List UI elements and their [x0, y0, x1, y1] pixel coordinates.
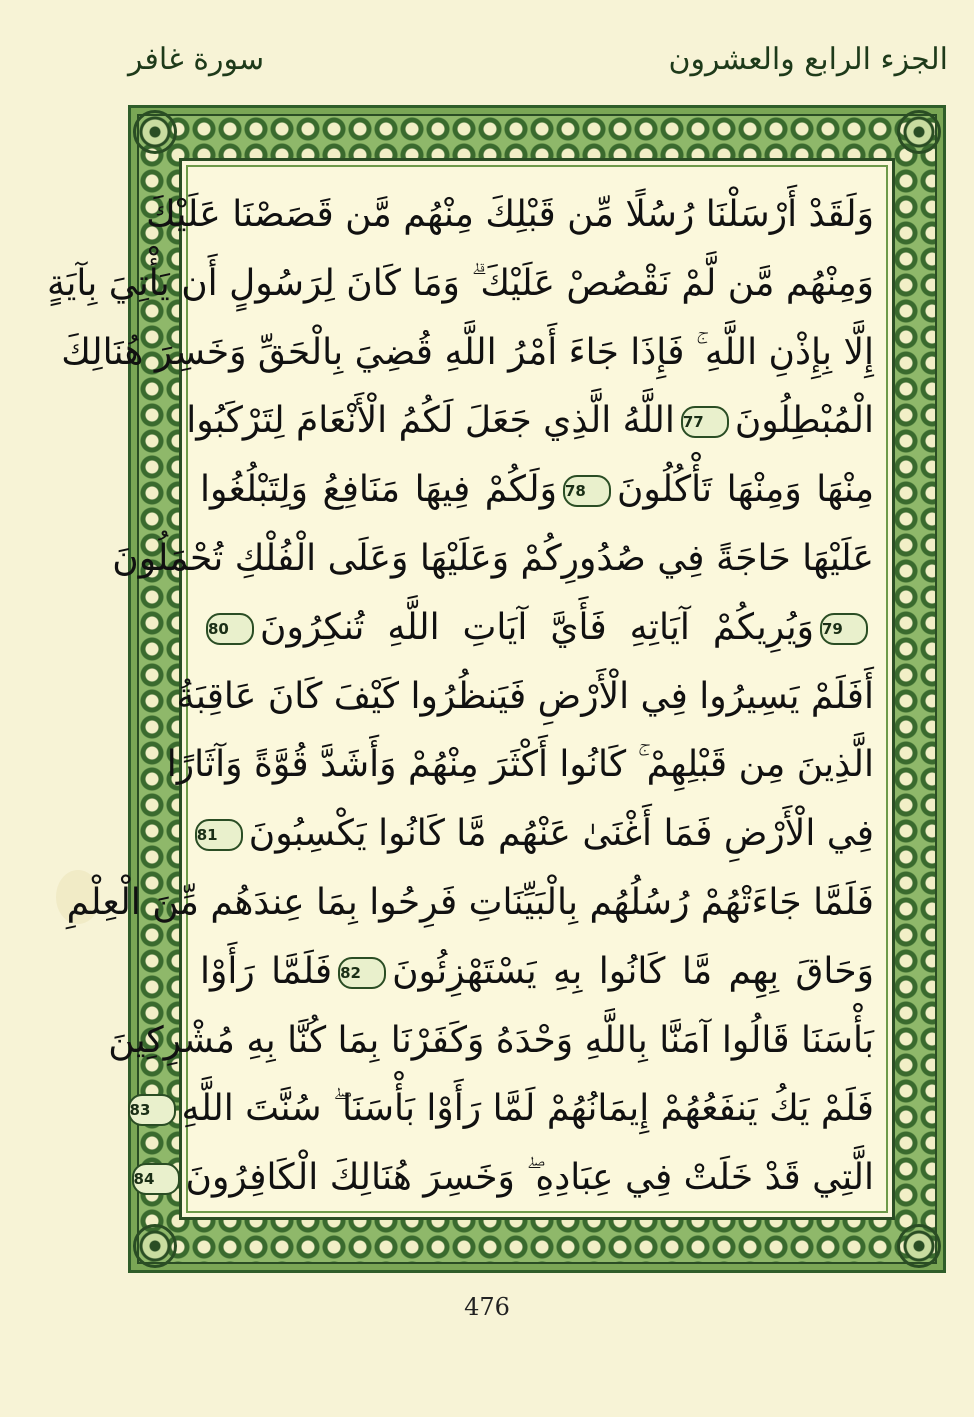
ayah-number-marker: 77 [681, 406, 729, 438]
ayah-number-marker: 82 [338, 957, 386, 989]
verse-text: الْمُبْطِلُونَ [734, 400, 874, 442]
text-line [200, 938, 874, 1007]
juz-title: الجزء الرابع والعشرون [668, 42, 948, 77]
ayah-number-marker: 80 [206, 613, 254, 645]
text-line [186, 387, 874, 456]
text-line [47, 250, 874, 319]
text-line [61, 319, 874, 388]
corner-ornament [897, 1224, 941, 1268]
text-panel [47, 158, 895, 1220]
ayah-number-marker: 81 [195, 819, 243, 851]
verse-text: فَلَمْ يَكُ يَنفَعُهُمْ إِيمَانُهُمْ لَمَّا رَأَوْا بَأْسَنَا ۖ سُنَّتَ اللَّهِ [181, 1088, 874, 1130]
verse-text: اللَّهُ الَّذِي جَعَلَ لَكُمُ الْأَنْعَامَ لِتَرْكَبُوا [186, 400, 675, 442]
verse-text: وَيُرِيكُمْ آيَاتِهِ فَأَيَّ آيَاتِ اللَّهِ تُنكِرُونَ [260, 606, 814, 648]
verse-text: وَلَقَدْ أَرْسَلْنَا رُسُلًا مِّن قَبْلِكَ مِنْهُم مَّن قَصَصْنَا عَلَيْكَ [146, 194, 874, 235]
text-line [146, 181, 874, 250]
verse-text: وَمِنْهُم مَّن لَّمْ نَقْصُصْ عَلَيْكَ ۗ وَمَا كَانَ لِرَسُولٍ أَن يَأْتِيَ بِآيَةٍ [47, 262, 874, 304]
text-line [129, 1075, 874, 1144]
corner-ornament [133, 1224, 177, 1268]
ayah-number-marker: 79 [820, 613, 868, 645]
verse-text: فِي الْأَرْضِ فَمَا أَغْنَىٰ عَنْهُم مَّا كَانُوا يَكْسِبُونَ [248, 813, 874, 855]
page-frame [47, 105, 946, 1273]
verse-text: وَلَكُمْ فِيهَا مَنَافِعُ وَلِتَبْلُغُوا [200, 469, 557, 511]
verse-text: الَّتِي قَدْ خَلَتْ فِي عِبَادِهِ ۖ وَخَسِرَ هُنَالِكَ الْكَافِرُونَ [185, 1157, 874, 1199]
text-line [200, 594, 874, 663]
text-line [108, 1007, 874, 1076]
corner-ornament [897, 110, 941, 154]
surah-title: سورة غافر [128, 42, 265, 77]
text-line [112, 525, 874, 594]
verse-text: إِلَّا بِإِذْنِ اللَّهِ ۚ فَإِذَا جَاءَ أَمْرُ اللَّهِ قُضِيَ بِالْحَقِّ وَخَسِرَ هُنَالِكَ [61, 331, 874, 373]
page-header [0, 0, 974, 100]
quran-text [47, 181, 875, 1207]
text-line [200, 456, 874, 525]
text-line [196, 800, 874, 869]
verse-text: فَلَمَّا جَاءَتْهُمْ رُسُلُهُم بِالْبَيِّنَاتِ فَرِحُوا بِمَا عِندَهُم مِّنَ الْعِلْمِ [66, 881, 874, 923]
text-line [176, 663, 874, 732]
verse-text: أَفَلَمْ يَسِيرُوا فِي الْأَرْضِ فَيَنظُرُوا كَيْفَ كَانَ عَاقِبَةُ [176, 675, 874, 717]
verse-text: بَأْسَنَا قَالُوا آمَنَّا بِاللَّهِ وَحْدَهُ وَكَفَرْنَا بِمَا كُنَّا بِهِ مُشْرِكِينَ [108, 1019, 874, 1061]
verse-text: فَلَمَّا رَأَوْا [200, 950, 333, 992]
verse-text: مِنْهَا وَمِنْهَا تَأْكُلُونَ [616, 469, 874, 511]
verse-text: عَلَيْهَا حَاجَةً فِي صُدُورِكُمْ وَعَلَيْهَا وَعَلَى الْفُلْكِ تُحْمَلُونَ [112, 537, 874, 579]
page-number: 476 [464, 1293, 510, 1321]
ayah-number-marker: 84 [132, 1163, 180, 1195]
ayah-number-marker: 78 [563, 475, 611, 507]
text-line [133, 1144, 874, 1213]
text-line [66, 869, 874, 938]
ayah-number-marker: 83 [128, 1094, 176, 1126]
corner-ornament [133, 110, 177, 154]
verse-text: وَحَاقَ بِهِم مَّا كَانُوا بِهِ يَسْتَهْزِئُونَ [392, 950, 875, 992]
verse-text: الَّذِينَ مِن قَبْلِهِمْ ۚ كَانُوا أَكْثَرَ مِنْهُمْ وَأَشَدَّ قُوَّةً وَآثَارًا [166, 744, 874, 786]
text-line [166, 731, 874, 800]
